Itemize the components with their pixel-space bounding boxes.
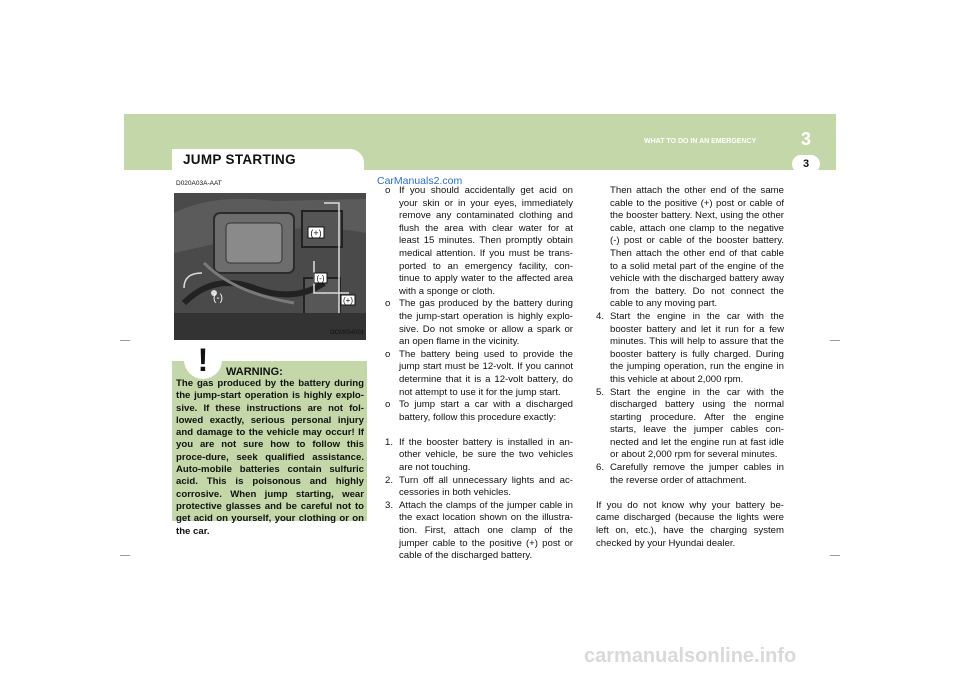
crop-mark <box>120 555 130 556</box>
warning-icon: ! <box>184 341 222 379</box>
page-number: 3 <box>792 155 820 173</box>
chapter-number: 3 <box>794 128 818 150</box>
step-item: 2. Turn off all unnecessary lights and ac-cessories in both vehicles. <box>385 474 573 499</box>
right-column <box>596 185 784 550</box>
photo-code: OCM054001 <box>330 330 365 336</box>
warning-text: The gas produced by the battery during the jump-start operation is highly explo-sive. If these instructions are not fol-lowed exactly, serious personal injury and damage to the vehicle may occur! If you are not sure how to follow this proce-dure, seek qualified assistance. Auto-mobile batteries contain sulfuric acid. This is poisonous and highly corrosive. When jump starting, wear protective glasses and be careful not to get acid on yourself, your clothing or on the car. <box>176 378 364 537</box>
label-minus-mid: (-) <box>316 274 325 283</box>
bullet-item: o To jump start a car with a discharged battery, follow this procedure exactly: <box>385 399 573 423</box>
warning-title: WARNING: <box>226 366 283 378</box>
step-item: 3. Attach the clamps of the jumper cable in the exact location shown on the illustra-tion. First, attach one clamp of the jumper cable to the positive (+) post or cable of the discharged battery. <box>385 499 573 562</box>
step-item: 4. Start the engine in the car with the booster battery and let it run for a few minutes. This will help to assure that the booster battery is fully charged. During the jumping operation, run the engine in this vehicle at about 2,000 rpm. <box>596 310 784 385</box>
engine-bay-photo <box>174 193 366 340</box>
step-item: 1. If the booster battery is installed in an-other vehicle, be sure the two vehicles are not touching. <box>385 436 573 474</box>
crop-mark <box>830 555 840 556</box>
watermark-link[interactable]: CarManuals2.com <box>377 175 463 187</box>
bullet-item: o The battery being used to provide the jump start must be 12-volt. If you cannot determine that it is a 12-volt battery, do not attempt to use it for the jump start. <box>385 348 573 398</box>
label-minus-left: (-) <box>213 293 223 304</box>
step-item: 5. Start the engine in the car with the discharged battery using the normal starting procedure. After the engine starts, leave the jumper cables con-nected and let the engine run at fast idle or about 2,000 rpm for several minutes. <box>596 386 784 461</box>
engine-bay-illustration <box>174 193 366 340</box>
closing-paragraph: If you do not know why your battery be-came discharged (because the lights were left on, etc.), have the charging system checked by your Hyundai dealer. <box>596 499 784 549</box>
crop-mark <box>830 340 840 341</box>
label-plus-bottom: (+) <box>343 296 353 305</box>
watermark-footer[interactable]: carmanualsonline.info <box>584 645 797 667</box>
crop-mark <box>120 340 130 341</box>
figure-code: D020A03A-AAT <box>176 180 222 187</box>
page-title: JUMP STARTING <box>183 152 296 167</box>
step-item: 6. Carefully remove the jumper cables in the reverse order of attachment. <box>596 462 784 486</box>
middle-column <box>385 185 573 563</box>
bullet-item: o If you should accidentally get acid on your skin or in your eyes, immediately remove any contaminated clothing and flush the area with clear water for at least 15 minutes. Then promptly obtain medical attention. If you must be trans-ported to an emergency facility, con-tinue to apply water to the affected area with a sponge or cloth. <box>385 185 573 297</box>
label-plus-top: (+) <box>310 228 322 238</box>
continuation-text: Then attach the other end of the same cable to the positive (+) post or cable of the booster battery. Next, using the other cable, attach one clamp to the negative (-) post or cable of the booster battery. Then attach the other end of that cable to a solid metal part of the engine of the vehicle with the discharged battery away from the battery. Do not connect the cable to any moving part. <box>610 185 784 310</box>
bullet-item: o The gas produced by the battery during the jump-start operation is highly explo-sive. Do not smoke or allow a spark or an open flame in the vicinity. <box>385 298 573 348</box>
section-title: WHAT TO DO IN AN EMERGENCY <box>644 138 757 145</box>
